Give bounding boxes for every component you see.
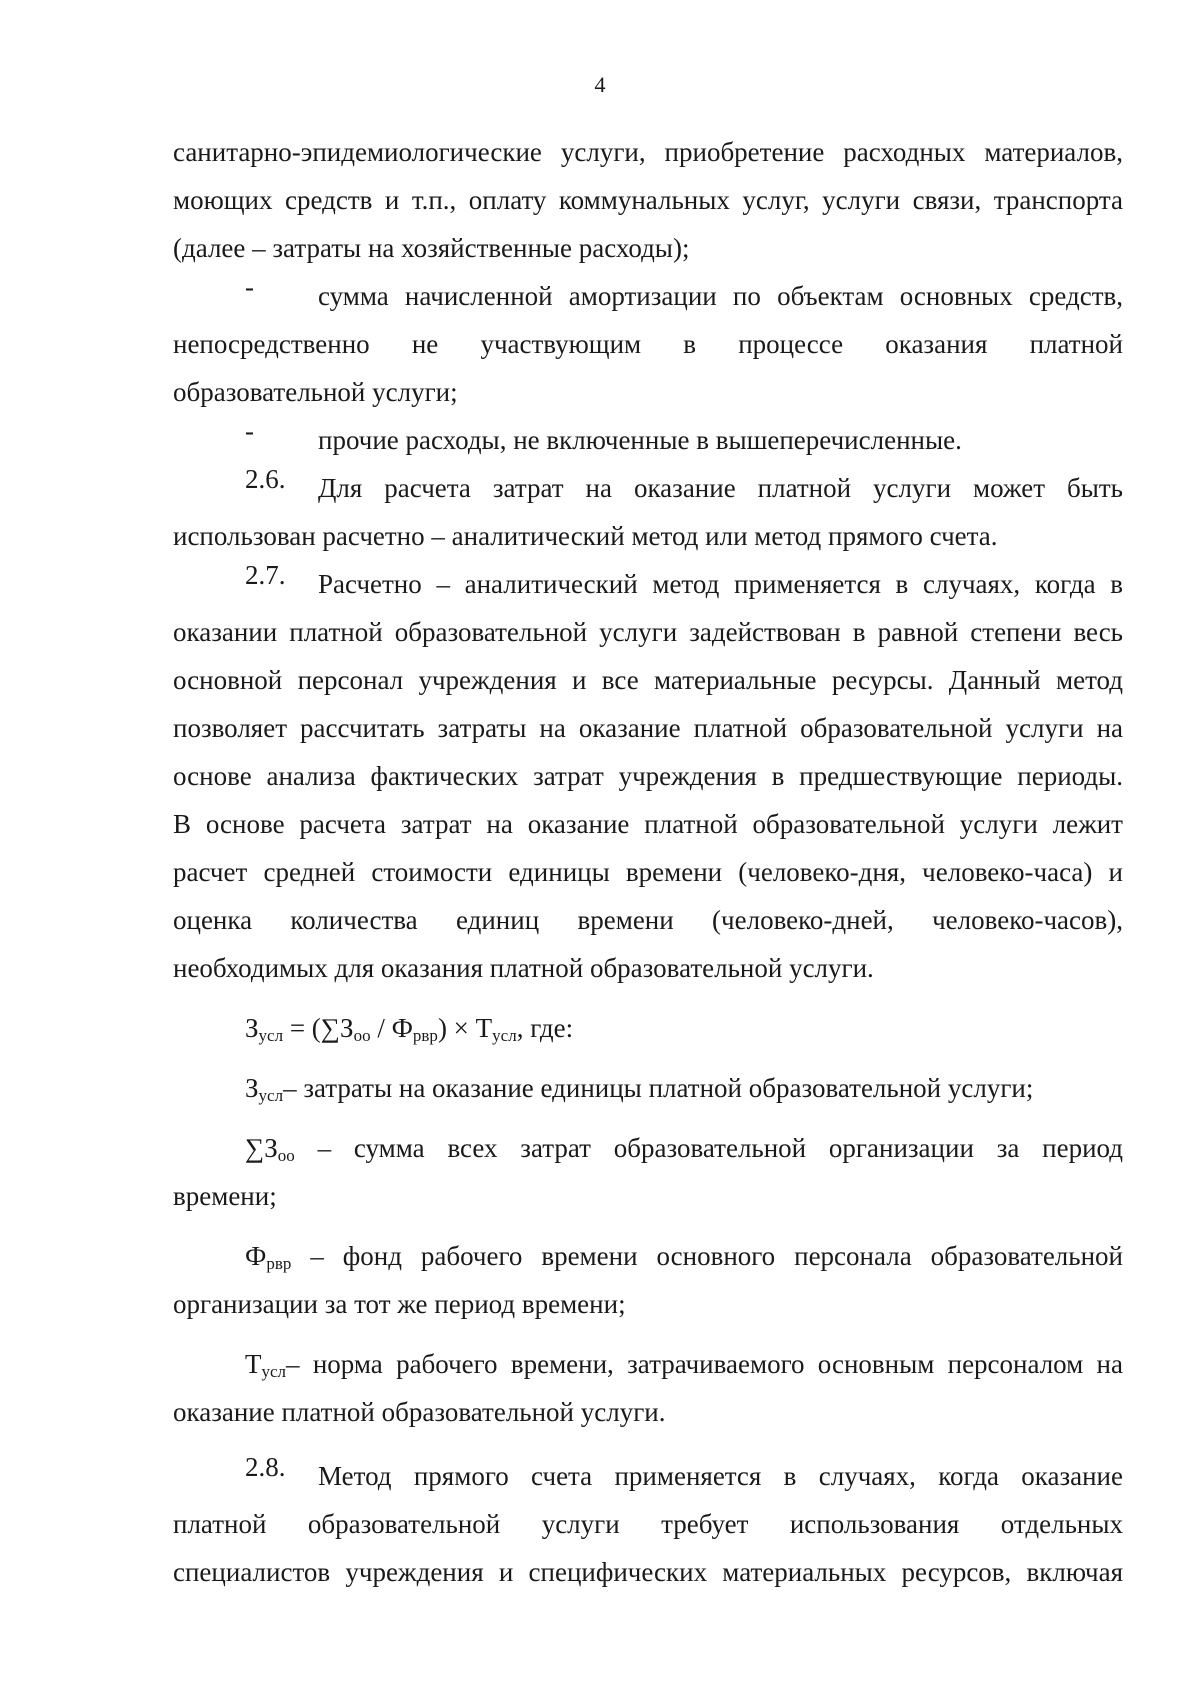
- definition-text: – фонд рабочего времени основного персонала образовательной: [291, 1241, 1123, 1271]
- text-line: Для расчета затрат на оказание платной услуги может быть: [318, 473, 1123, 503]
- section-2-6: [173, 464, 1123, 512]
- subscript: рвр: [412, 1026, 438, 1045]
- text-line: платной образовательной услуги требует использования отдельных: [173, 1509, 1123, 1539]
- text-line: непосредственно не участвующим в процессе оказания платной: [173, 329, 1123, 359]
- text-line: необходимых для оказания платной образовательной услуги.: [173, 953, 874, 983]
- text-line: организации за тот же период времени;: [173, 1289, 626, 1319]
- bullet-marker: -: [245, 416, 254, 446]
- bullet-item: [173, 416, 1123, 464]
- text-line: оказании платной образовательной услуги задействован в равной степени весь: [173, 617, 1123, 647]
- subscript: рвр: [266, 1254, 292, 1273]
- text-line: позволяет рассчитать затраты на оказание платной образовательной услуги на: [173, 713, 1123, 743]
- section-number: 2.7.: [245, 560, 286, 590]
- text-line: Расчетно – аналитический метод применяется в случаях, когда в: [318, 569, 1123, 599]
- definition-z-oo: [173, 1124, 1123, 1172]
- document-body: [173, 128, 1123, 1596]
- text-line: В основе расчета затрат на оказание платной образовательной услуги лежит: [173, 809, 1123, 839]
- text-line: санитарно-эпидемиологические услуги, приобретение расходных материалов,: [173, 137, 1123, 167]
- section-number: 2.8.: [245, 1452, 286, 1482]
- formula: [173, 1004, 1123, 1052]
- text-line: сумма начисленной амортизации по объектам основных средств,: [318, 281, 1123, 311]
- definition-z-usl: [173, 1064, 1123, 1112]
- definition-f-rvr: [173, 1232, 1123, 1280]
- formula-part: = (∑З: [283, 1013, 354, 1043]
- text-line: оценка количества единиц времени (человеко-дней, человеко-часов),: [173, 905, 1123, 935]
- symbol: Т: [245, 1349, 262, 1379]
- page-number: 4: [594, 72, 606, 97]
- subscript: оо: [277, 1146, 295, 1165]
- text-line: использован расчетно – аналитический метод или метод прямого счета.: [173, 521, 998, 551]
- definition-text: – сумма всех затрат образовательной организации за период: [294, 1133, 1123, 1163]
- text-line: моющих средств и т.п., оплату коммунальных услуг, услуги связи, транспорта: [173, 185, 1123, 215]
- section-2-7: [173, 560, 1123, 608]
- section-2-8: [173, 1452, 1123, 1500]
- text-line: специалистов учреждения и специфических материальных ресурсов, включая: [173, 1557, 1123, 1587]
- formula-part: / Ф: [370, 1013, 413, 1043]
- section-number: 2.6.: [245, 464, 286, 494]
- text-line: времени;: [173, 1181, 277, 1211]
- subscript: оо: [353, 1026, 371, 1045]
- text-line: (далее – затраты на хозяйственные расходы);: [173, 233, 690, 263]
- formula-part: ) × Т: [437, 1013, 493, 1043]
- definition-t-usl: [173, 1340, 1123, 1388]
- text-line: прочие расходы, не включенные в вышеперечисленные.: [318, 425, 962, 455]
- text-line: Метод прямого счета применяется в случаях, когда оказание: [318, 1461, 1123, 1491]
- text-line: основной персонал учреждения и все материальные ресурсы. Данный метод: [173, 665, 1123, 695]
- text-line: образовательной услуги;: [173, 377, 458, 407]
- subscript: усл: [261, 1362, 287, 1381]
- symbol: Ф: [245, 1241, 267, 1271]
- subscript: усл: [258, 1026, 284, 1045]
- definition-text: – затраты на оказание единицы платной образовательной услуги;: [283, 1073, 1034, 1103]
- text-line: расчет средней стоимости единицы времени (человеко-дня, человеко-часа) и: [173, 857, 1123, 887]
- text-line: основе анализа фактических затрат учреждения в предшествующие периоды.: [173, 761, 1123, 791]
- formula-part: З: [245, 1013, 259, 1043]
- symbol: З: [245, 1073, 259, 1103]
- subscript: усл: [492, 1026, 517, 1045]
- symbol: ∑З: [245, 1133, 278, 1163]
- bullet-item: [173, 272, 1123, 320]
- formula-part: , где:: [516, 1013, 574, 1043]
- bullet-marker: -: [245, 272, 254, 302]
- text-line: оказание платной образовательной услуги.: [173, 1397, 666, 1427]
- subscript: усл: [258, 1086, 284, 1105]
- definition-text: – норма рабочего времени, затрачиваемого основным персоналом на: [286, 1349, 1123, 1379]
